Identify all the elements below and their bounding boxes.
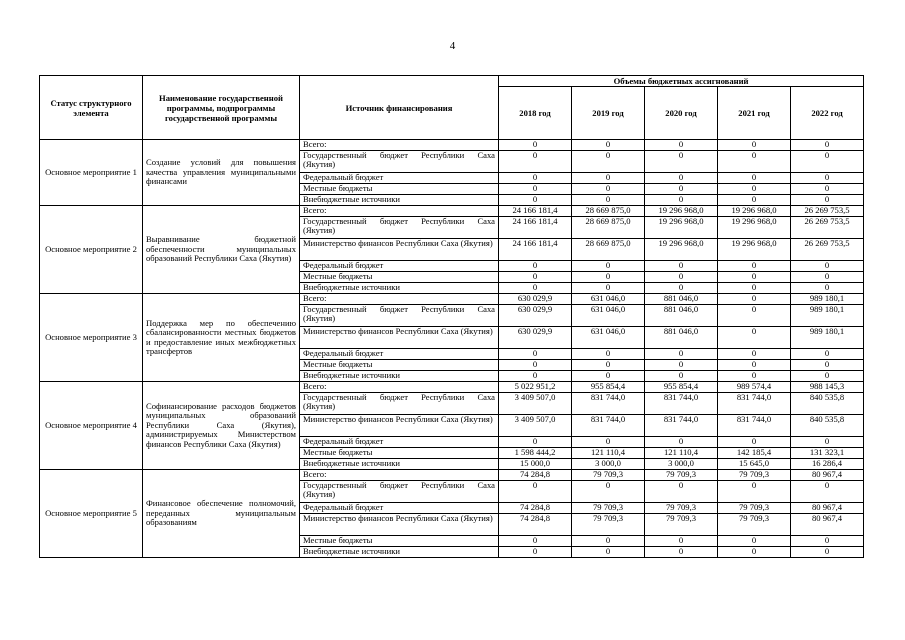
amount-cell: 0	[791, 283, 864, 294]
amount-cell: 79 709,3	[718, 470, 791, 481]
amount-cell: 831 744,0	[572, 415, 645, 437]
funding-source-cell: Местные бюджеты	[300, 536, 499, 547]
program-name-cell: Финансовое обеспечение полномочий, переданных муниципальным образованиям	[143, 470, 300, 558]
amount-cell: 0	[718, 437, 791, 448]
amount-cell: 0	[718, 195, 791, 206]
amount-cell: 630 029,9	[499, 294, 572, 305]
table-row	[40, 206, 864, 217]
amount-cell: 0	[572, 272, 645, 283]
amount-cell: 0	[645, 437, 718, 448]
funding-source-cell: Государственный бюджет Республики Саха (Якутия)	[300, 481, 499, 503]
header-source: Источник финансирования	[300, 76, 499, 140]
amount-cell: 955 854,4	[645, 382, 718, 393]
program-name-cell: Поддержка мер по обеспечению сбалансированности местных бюджетов и предоставление иных межбюджетных трансфертов	[143, 294, 300, 382]
amount-cell: 989 180,1	[791, 327, 864, 349]
table-body	[40, 140, 864, 558]
amount-cell: 0	[718, 294, 791, 305]
amount-cell: 0	[645, 140, 718, 151]
status-cell: Основное мероприятие 5	[40, 470, 143, 558]
amount-cell: 0	[572, 360, 645, 371]
amount-cell: 79 709,3	[572, 470, 645, 481]
amount-cell: 19 296 968,0	[645, 217, 718, 239]
amount-cell: 0	[499, 536, 572, 547]
amount-cell: 0	[499, 184, 572, 195]
amount-cell: 631 046,0	[572, 294, 645, 305]
amount-cell: 631 046,0	[572, 327, 645, 349]
table-header	[40, 76, 864, 140]
amount-cell: 0	[645, 184, 718, 195]
amount-cell: 0	[572, 371, 645, 382]
funding-source-cell: Министерство финансов Республики Саха (Якутия)	[300, 514, 499, 536]
amount-cell: 0	[718, 371, 791, 382]
budget-allocation-table	[39, 75, 864, 558]
amount-cell: 0	[572, 536, 645, 547]
funding-source-cell: Всего:	[300, 206, 499, 217]
amount-cell: 0	[718, 283, 791, 294]
funding-source-cell: Местные бюджеты	[300, 360, 499, 371]
table-row	[40, 140, 864, 151]
funding-source-cell: Внебюджетные источники	[300, 195, 499, 206]
amount-cell: 79 709,3	[645, 470, 718, 481]
funding-source-cell: Внебюджетные источники	[300, 459, 499, 470]
amount-cell: 74 284,8	[499, 503, 572, 514]
amount-cell: 0	[572, 547, 645, 558]
funding-source-cell: Всего:	[300, 140, 499, 151]
amount-cell: 0	[791, 536, 864, 547]
amount-cell: 80 967,4	[791, 514, 864, 536]
funding-source-cell: Всего:	[300, 294, 499, 305]
amount-cell: 0	[572, 173, 645, 184]
amount-cell: 831 744,0	[645, 415, 718, 437]
funding-source-cell: Внебюджетные источники	[300, 283, 499, 294]
amount-cell: 840 535,8	[791, 415, 864, 437]
amount-cell: 19 296 968,0	[718, 206, 791, 217]
amount-cell: 0	[499, 283, 572, 294]
amount-cell: 0	[572, 184, 645, 195]
program-name-cell: Софинансирование расходов бюджетов муниципальных образований Республики Саха (Якутия), администрируемых Министерством финансов Республики Саха (Якутия)	[143, 382, 300, 470]
amount-cell: 0	[645, 151, 718, 173]
amount-cell: 24 166 181,4	[499, 239, 572, 261]
amount-cell: 0	[499, 349, 572, 360]
amount-cell: 831 744,0	[645, 393, 718, 415]
page-number: 4	[449, 40, 456, 52]
status-cell: Основное мероприятие 1	[40, 140, 143, 206]
amount-cell: 0	[572, 437, 645, 448]
amount-cell: 0	[645, 272, 718, 283]
amount-cell: 1 598 444,2	[499, 448, 572, 459]
amount-cell: 0	[718, 327, 791, 349]
amount-cell: 0	[645, 371, 718, 382]
amount-cell: 121 110,4	[572, 448, 645, 459]
amount-cell: 19 296 968,0	[718, 217, 791, 239]
amount-cell: 79 709,3	[718, 514, 791, 536]
amount-cell: 0	[791, 140, 864, 151]
funding-source-cell: Местные бюджеты	[300, 272, 499, 283]
amount-cell: 988 145,3	[791, 382, 864, 393]
funding-source-cell: Местные бюджеты	[300, 184, 499, 195]
funding-source-cell: Министерство финансов Республики Саха (Якутия)	[300, 415, 499, 437]
amount-cell: 0	[499, 547, 572, 558]
funding-source-cell: Министерство финансов Республики Саха (Якутия)	[300, 327, 499, 349]
amount-cell: 19 296 968,0	[645, 206, 718, 217]
amount-cell: 0	[499, 173, 572, 184]
amount-cell: 0	[718, 305, 791, 327]
amount-cell: 5 022 951,2	[499, 382, 572, 393]
amount-cell: 80 967,4	[791, 503, 864, 514]
amount-cell: 0	[718, 536, 791, 547]
amount-cell: 28 669 875,0	[572, 217, 645, 239]
amount-cell: 0	[499, 195, 572, 206]
amount-cell: 0	[718, 173, 791, 184]
amount-cell: 0	[791, 272, 864, 283]
amount-cell: 0	[645, 536, 718, 547]
amount-cell: 0	[572, 283, 645, 294]
amount-cell: 0	[572, 195, 645, 206]
funding-source-cell: Федеральный бюджет	[300, 173, 499, 184]
funding-source-cell: Внебюджетные источники	[300, 547, 499, 558]
amount-cell: 79 709,3	[645, 514, 718, 536]
header-volumes: Объемы бюджетных ассигнований	[499, 76, 864, 87]
amount-cell: 0	[791, 151, 864, 173]
amount-cell: 955 854,4	[572, 382, 645, 393]
amount-cell: 24 166 181,4	[499, 217, 572, 239]
amount-cell: 0	[645, 547, 718, 558]
amount-cell: 0	[718, 184, 791, 195]
amount-cell: 79 709,3	[572, 514, 645, 536]
funding-source-cell: Всего:	[300, 382, 499, 393]
amount-cell: 0	[499, 371, 572, 382]
amount-cell: 19 296 968,0	[645, 239, 718, 261]
amount-cell: 0	[718, 151, 791, 173]
amount-cell: 80 967,4	[791, 470, 864, 481]
amount-cell: 0	[645, 360, 718, 371]
header-status: Статус структурного элемента	[40, 76, 143, 140]
amount-cell: 0	[718, 272, 791, 283]
amount-cell: 831 744,0	[718, 393, 791, 415]
amount-cell: 989 180,1	[791, 294, 864, 305]
amount-cell: 26 269 753,5	[791, 239, 864, 261]
amount-cell: 74 284,8	[499, 514, 572, 536]
funding-source-cell: Местные бюджеты	[300, 448, 499, 459]
amount-cell: 631 046,0	[572, 305, 645, 327]
amount-cell: 831 744,0	[718, 415, 791, 437]
amount-cell: 0	[572, 261, 645, 272]
funding-source-cell: Государственный бюджет Республики Саха (Якутия)	[300, 217, 499, 239]
amount-cell: 0	[499, 481, 572, 503]
amount-cell: 0	[791, 437, 864, 448]
amount-cell: 28 669 875,0	[572, 206, 645, 217]
amount-cell: 28 669 875,0	[572, 239, 645, 261]
amount-cell: 0	[791, 349, 864, 360]
program-name-cell: Выравнивание бюджетной обеспеченности муниципальных образований Республики Саха (Якутия)	[143, 206, 300, 294]
header-year: 2018 год	[499, 87, 572, 140]
funding-source-cell: Государственный бюджет Республики Саха (Якутия)	[300, 393, 499, 415]
header-year: 2022 год	[791, 87, 864, 140]
funding-source-cell: Федеральный бюджет	[300, 349, 499, 360]
program-name-cell: Создание условий для повышения качества управления муниципальными финансами	[143, 140, 300, 206]
amount-cell: 0	[791, 371, 864, 382]
amount-cell: 989 180,1	[791, 305, 864, 327]
amount-cell: 0	[718, 360, 791, 371]
amount-cell: 0	[572, 349, 645, 360]
amount-cell: 79 709,3	[718, 503, 791, 514]
amount-cell: 142 185,4	[718, 448, 791, 459]
amount-cell: 0	[645, 173, 718, 184]
amount-cell: 0	[718, 547, 791, 558]
amount-cell: 3 409 507,0	[499, 393, 572, 415]
amount-cell: 0	[718, 140, 791, 151]
amount-cell: 15 000,0	[499, 459, 572, 470]
header-year: 2021 год	[718, 87, 791, 140]
amount-cell: 0	[645, 349, 718, 360]
amount-cell: 79 709,3	[645, 503, 718, 514]
amount-cell: 131 323,1	[791, 448, 864, 459]
amount-cell: 989 574,4	[718, 382, 791, 393]
table-row	[40, 382, 864, 393]
amount-cell: 0	[499, 360, 572, 371]
amount-cell: 0	[791, 547, 864, 558]
amount-cell: 630 029,9	[499, 327, 572, 349]
status-cell: Основное мероприятие 4	[40, 382, 143, 470]
amount-cell: 840 535,8	[791, 393, 864, 415]
funding-source-cell: Государственный бюджет Республики Саха (Якутия)	[300, 151, 499, 173]
amount-cell: 121 110,4	[645, 448, 718, 459]
amount-cell: 0	[499, 261, 572, 272]
funding-source-cell: Федеральный бюджет	[300, 437, 499, 448]
amount-cell: 0	[499, 272, 572, 283]
amount-cell: 16 286,4	[791, 459, 864, 470]
amount-cell: 0	[499, 437, 572, 448]
amount-cell: 0	[718, 261, 791, 272]
table-row	[40, 470, 864, 481]
funding-source-cell: Государственный бюджет Республики Саха (Якутия)	[300, 305, 499, 327]
header-name: Наименование государственной программы, подпрограммы государственной программы	[143, 76, 300, 140]
amount-cell: 0	[791, 195, 864, 206]
header-year: 2020 год	[645, 87, 718, 140]
amount-cell: 0	[645, 283, 718, 294]
status-cell: Основное мероприятие 2	[40, 206, 143, 294]
amount-cell: 630 029,9	[499, 305, 572, 327]
amount-cell: 0	[791, 173, 864, 184]
amount-cell: 0	[645, 481, 718, 503]
amount-cell: 0	[572, 140, 645, 151]
amount-cell: 881 046,0	[645, 294, 718, 305]
amount-cell: 0	[645, 195, 718, 206]
amount-cell: 0	[499, 151, 572, 173]
amount-cell: 74 284,8	[499, 470, 572, 481]
amount-cell: 3 000,0	[645, 459, 718, 470]
status-cell: Основное мероприятие 3	[40, 294, 143, 382]
funding-source-cell: Федеральный бюджет	[300, 503, 499, 514]
amount-cell: 15 645,0	[718, 459, 791, 470]
amount-cell: 0	[572, 151, 645, 173]
amount-cell: 881 046,0	[645, 327, 718, 349]
funding-source-cell: Федеральный бюджет	[300, 261, 499, 272]
amount-cell: 0	[499, 140, 572, 151]
amount-cell: 26 269 753,5	[791, 217, 864, 239]
amount-cell: 79 709,3	[572, 503, 645, 514]
amount-cell: 19 296 968,0	[718, 239, 791, 261]
amount-cell: 0	[791, 360, 864, 371]
amount-cell: 0	[791, 184, 864, 195]
table-row	[40, 294, 864, 305]
amount-cell: 24 166 181,4	[499, 206, 572, 217]
funding-source-cell: Внебюджетные источники	[300, 371, 499, 382]
funding-source-cell: Министерство финансов Республики Саха (Якутия)	[300, 239, 499, 261]
funding-source-cell: Всего:	[300, 470, 499, 481]
amount-cell: 0	[572, 481, 645, 503]
amount-cell: 26 269 753,5	[791, 206, 864, 217]
amount-cell: 0	[791, 481, 864, 503]
amount-cell: 3 000,0	[572, 459, 645, 470]
amount-cell: 881 046,0	[645, 305, 718, 327]
amount-cell: 0	[645, 261, 718, 272]
header-year: 2019 год	[572, 87, 645, 140]
amount-cell: 0	[718, 349, 791, 360]
amount-cell: 0	[718, 481, 791, 503]
amount-cell: 3 409 507,0	[499, 415, 572, 437]
amount-cell: 0	[791, 261, 864, 272]
amount-cell: 831 744,0	[572, 393, 645, 415]
